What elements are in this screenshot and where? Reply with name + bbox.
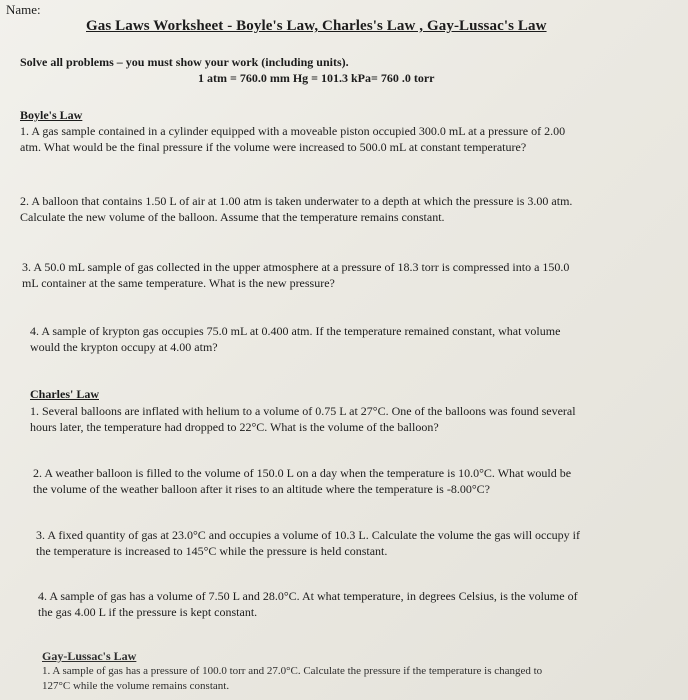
question-line: 2. A balloon that contains 1.50 L of air at 1.00 atm is taken underwater to a depth at which the pressure is 3.00 atm. — [20, 194, 573, 208]
question-line: 1. A sample of gas has a pressure of 100.0 torr and 27.0°C. Calculate the pressure if the temperature is changed to — [42, 665, 543, 677]
instructions: Solve all problems – you must show your work (including units). — [20, 55, 349, 69]
name-label: Name: — [6, 2, 41, 17]
question-line: mL container at the same temperature. What is the new pressure? — [22, 276, 335, 290]
question-line: the gas 4.00 L if the pressure is kept constant. — [38, 605, 258, 619]
charles-question-1 — [30, 403, 576, 435]
question-line: the temperature is increased to 145°C while the pressure is held constant. — [36, 544, 388, 558]
unit-conversion: 1 atm = 760.0 mm Hg = 101.3 kPa= 760 .0 torr — [198, 71, 435, 85]
question-line: 3. A fixed quantity of gas at 23.0°C and occupies a volume of 10.3 L. Calculate the volume the gas will occupy if — [36, 528, 581, 542]
charles-question-2 — [33, 465, 571, 497]
charles-heading: Charles' Law — [30, 387, 99, 401]
question-line: 3. A 50.0 mL sample of gas collected in the upper atmosphere at a pressure of 18.3 torr is compressed into a 150.0 — [22, 260, 570, 274]
boyle-question-3 — [22, 259, 569, 291]
question-line: Calculate the new volume of the balloon. Assume that the temperature remains constant. — [20, 210, 445, 224]
boyle-heading: Boyle's Law — [20, 108, 83, 122]
boyle-question-1 — [20, 123, 565, 155]
boyle-question-2 — [20, 193, 572, 225]
question-line: 4. A sample of gas has a volume of 7.50 L and 28.0°C. At what temperature, in degrees Celsius, is the volume of — [38, 589, 578, 603]
worksheet-title: Gas Laws Worksheet - Boyle's Law, Charles's Law , Gay-Lussac's Law — [86, 18, 547, 34]
question-line: would the krypton occupy at 4.00 atm? — [30, 340, 218, 354]
boyle-question-4 — [30, 323, 560, 355]
question-line: 1. Several balloons are inflated with helium to a volume of 0.75 L at 27°C. One of the balloons was found several — [30, 404, 576, 418]
question-line: 2. A weather balloon is filled to the volume of 150.0 L on a day when the temperature is 10.0°C. What would be — [33, 466, 572, 480]
question-line: hours later, the temperature had dropped to 22°C. What is the volume of the balloon? — [30, 420, 439, 434]
question-line: the volume of the weather balloon after it rises to an altitude where the temperature is -8.00°C? — [33, 482, 490, 496]
gay-lussac-heading: Gay-Lussac's Law — [42, 649, 137, 663]
charles-question-3 — [36, 527, 580, 559]
question-line: 1. A gas sample contained in a cylinder equipped with a moveable piston occupied 300.0 mL at a pressure of 2.00 — [20, 124, 566, 138]
question-line: 4. A sample of krypton gas occupies 75.0 mL at 0.400 atm. If the temperature remained constant, what volume — [30, 324, 561, 338]
gay-lussac-question-1 — [42, 664, 542, 694]
question-line: 127°C while the volume remains constant. — [42, 680, 230, 692]
question-line: atm. What would be the final pressure if the volume were increased to 500.0 mL at constant temperature? — [20, 140, 527, 154]
charles-question-4 — [38, 588, 578, 620]
